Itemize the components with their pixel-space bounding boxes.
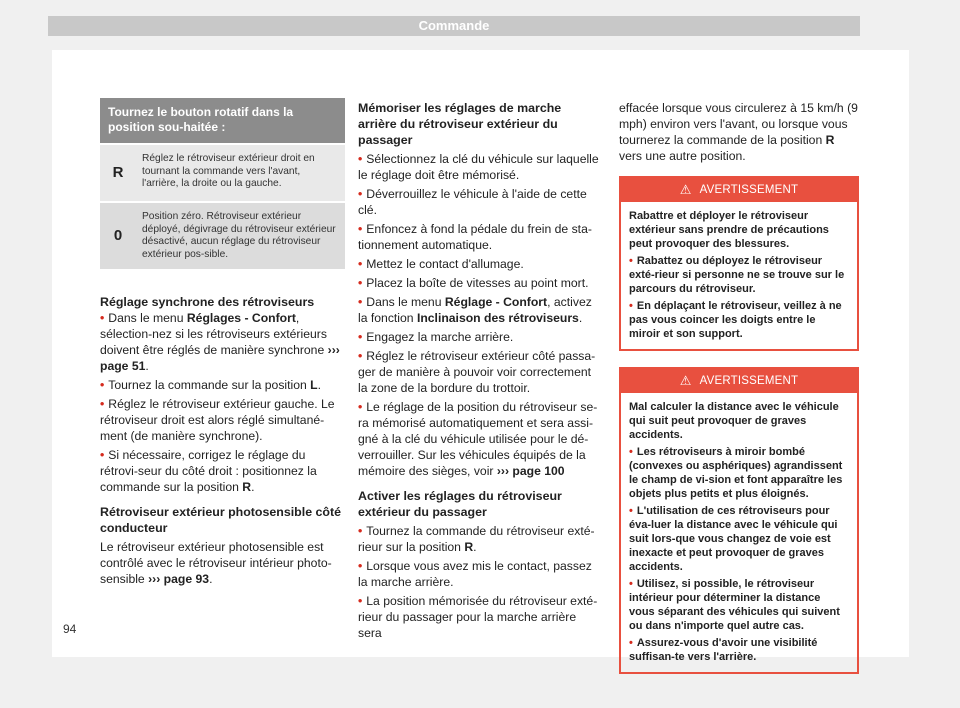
warning-body [621,202,857,349]
table-header: Tournez le bouton rotatif dans la position sou-haitée : [100,98,345,143]
bullet-icon: • [100,448,105,463]
list-item: • Le réglage de la position du rétroviseur se-ra mémorisé automatiquement et sera assi-gné à la clé du véhicule utilisée pour le dé-verrouiller. Sur les véhicules équipés de la mémoire des sièges, voir ››› page 100 [358,400,598,478]
function-name: Inclinaison des rétroviseurs [416,311,579,325]
list-item: • Tournez la commande du rétroviseur exté-rieur sur la position R. [358,524,595,554]
paragraph: Le rétroviseur extérieur photosensible est contrôlé avec le rétroviseur intérieur photo-sensible ››› page 93. [100,540,332,587]
list-item: • Engagez la marche arrière. [358,330,514,344]
activate-heading: Activer les réglages du rétroviseur extérieur du passager [358,489,562,519]
position-description: Position zéro. Rétroviseur extérieur déployé, dégivrage du rétroviseur extérieur désactivé, aucun réglage du rétroviseur extérieur pos-sible. [142,211,336,260]
warning-box [619,367,859,674]
list-item: • Dans le menu Réglage - Confort, activez la fonction Inclinaison des rétroviseurs. [358,295,592,325]
list-item: • L'utilisation de ces rétroviseurs pour éva-luer la distance avec le véhicule qui suit lors-que vous changez de voie est inexacte et peut provoquer de graves accidents. [629,505,838,573]
list-item: • Dans le menu Réglages - Confort, sélection-nez si les rétroviseurs extérieurs doivent être réglés de manière synchrone ››› page 51. [100,311,340,374]
position-key: R [112,164,124,181]
list-item: • Utilisez, si possible, le rétroviseur intérieur pour déterminer la distance vous séparant des véhicules qui suivent ou dans n'importe quel autre cas. [629,578,840,632]
warning-box [619,176,859,351]
warning-triangle-icon: ⚠ [679,182,692,197]
photosensitive-heading: Rétroviseur extérieur photosensible côté conducteur [100,505,342,536]
bullet-icon: • [629,578,633,590]
position-key: 0 [113,227,123,245]
list-item: • En déplaçant le rétroviseur, veillez à ne pas vous coincer les doigts entre le miroir et son support. [629,300,842,340]
list-item: • Réglez le rétroviseur extérieur côté passa-ger de manière à pouvoir voir correctement la zone de la bordure du trottoir. [358,349,596,395]
list-item: • La position mémorisée du rétroviseur exté-rieur du passager pour la marche arrière sera [358,594,598,640]
list-item: • Les rétroviseurs à miroir bombé (convexes ou asphériques) agrandissent le champ de vi-sion et font apparaître les objets plus petits et plus éloignés. [629,446,843,500]
bullet-icon: • [629,637,633,649]
bullet-icon: • [100,397,105,412]
list-item: • Mettez le contact d'allumage. [358,257,524,271]
bullet-icon: • [358,349,363,363]
paragraph: effacée lorsque vous circulerez à 15 km/h (9 mph) environ vers l'avant, ou lorsque vous tournerez la commande de la position R vers une autre position. [619,101,858,163]
bullet-icon: • [629,446,633,458]
memorize-heading: Mémoriser les réglages de marche arrière du rétroviseur extérieur du passager [358,101,562,147]
column-left [100,98,345,587]
table-row [100,201,345,269]
position-table [100,98,345,269]
warning-header: ⚠ AVERTISSEMENT [621,178,857,202]
bullet-icon: • [358,187,363,201]
bullet-icon: • [358,222,363,236]
list-item: • Sélectionnez la clé du véhicule sur laquelle le réglage doit être mémorisé. [358,152,599,182]
bullet-icon: • [358,276,363,290]
bullet-icon: • [100,378,105,393]
warning-triangle-icon: ⚠ [679,373,692,388]
list-item: • Déverrouillez le véhicule à l'aide de cette clé. [358,187,587,217]
list-item: • Réglez le rétroviseur extérieur gauche. Le rétroviseur droit est alors réglé simultané-ment (de manière synchrone). [100,397,335,444]
bullet-icon: • [358,559,363,573]
list-item: • Si nécessaire, corrigez le réglage du rétrovi-seur du côté droit : positionnez la commande sur la position R. [100,448,317,495]
section-header: Commande [48,16,860,36]
position-description: Réglez le rétroviseur extérieur droit en tournant la commande vers l'avant, l'arrière, la droite ou la gauche. [142,153,315,190]
bullet-icon: • [358,330,363,344]
menu-name: Réglages - Confort [186,311,296,326]
column-middle [358,100,601,641]
bullet-icon: • [629,505,633,517]
list-item: • Assurez-vous d'avoir une visibilité suffisan-te vers l'arrière. [629,637,818,663]
list-item: • Lorsque vous avez mis le contact, passez la marche arrière. [358,559,592,589]
bullet-icon: • [358,594,363,608]
warning-lead: Mal calculer la distance avec le véhicule qui suit peut provoquer de graves accidents. [629,401,839,441]
warning-header: ⚠ AVERTISSEMENT [621,369,857,393]
page-link[interactable]: ››› page 100 [496,464,565,478]
page-number: 94 [63,622,77,636]
column-right [619,100,859,674]
table-row [100,143,345,201]
page-link[interactable]: ››› page 93 [148,572,210,587]
warning-body [621,393,857,672]
list-item: • Enfoncez à fond la pédale du frein de sta-tionnement automatique. [358,222,592,252]
bullet-icon: • [358,524,363,538]
bullet-icon: • [629,255,633,267]
menu-name: Réglage - Confort [444,295,548,309]
bullet-icon: • [358,295,363,309]
bullet-icon: • [629,300,633,312]
list-item: • Rabattez ou déployez le rétroviseur exté-rieur si personne ne se trouve sur le parcours du rétroviseur. [629,255,845,295]
warning-lead: Rabattre et déployer le rétroviseur extérieur sans prendre de précautions peut provoquer des blessures. [629,210,829,250]
bullet-icon: • [358,400,363,414]
bullet-icon: • [358,152,363,166]
bullet-icon: • [358,257,363,271]
page-link[interactable]: ››› page 51 [100,343,340,374]
list-item: • Placez la boîte de vitesses au point mort. [358,276,589,290]
list-item: • Tournez la commande sur la position L. [100,378,321,393]
sync-heading: Réglage synchrone des rétroviseurs [100,295,315,310]
bullet-icon: • [100,311,105,326]
